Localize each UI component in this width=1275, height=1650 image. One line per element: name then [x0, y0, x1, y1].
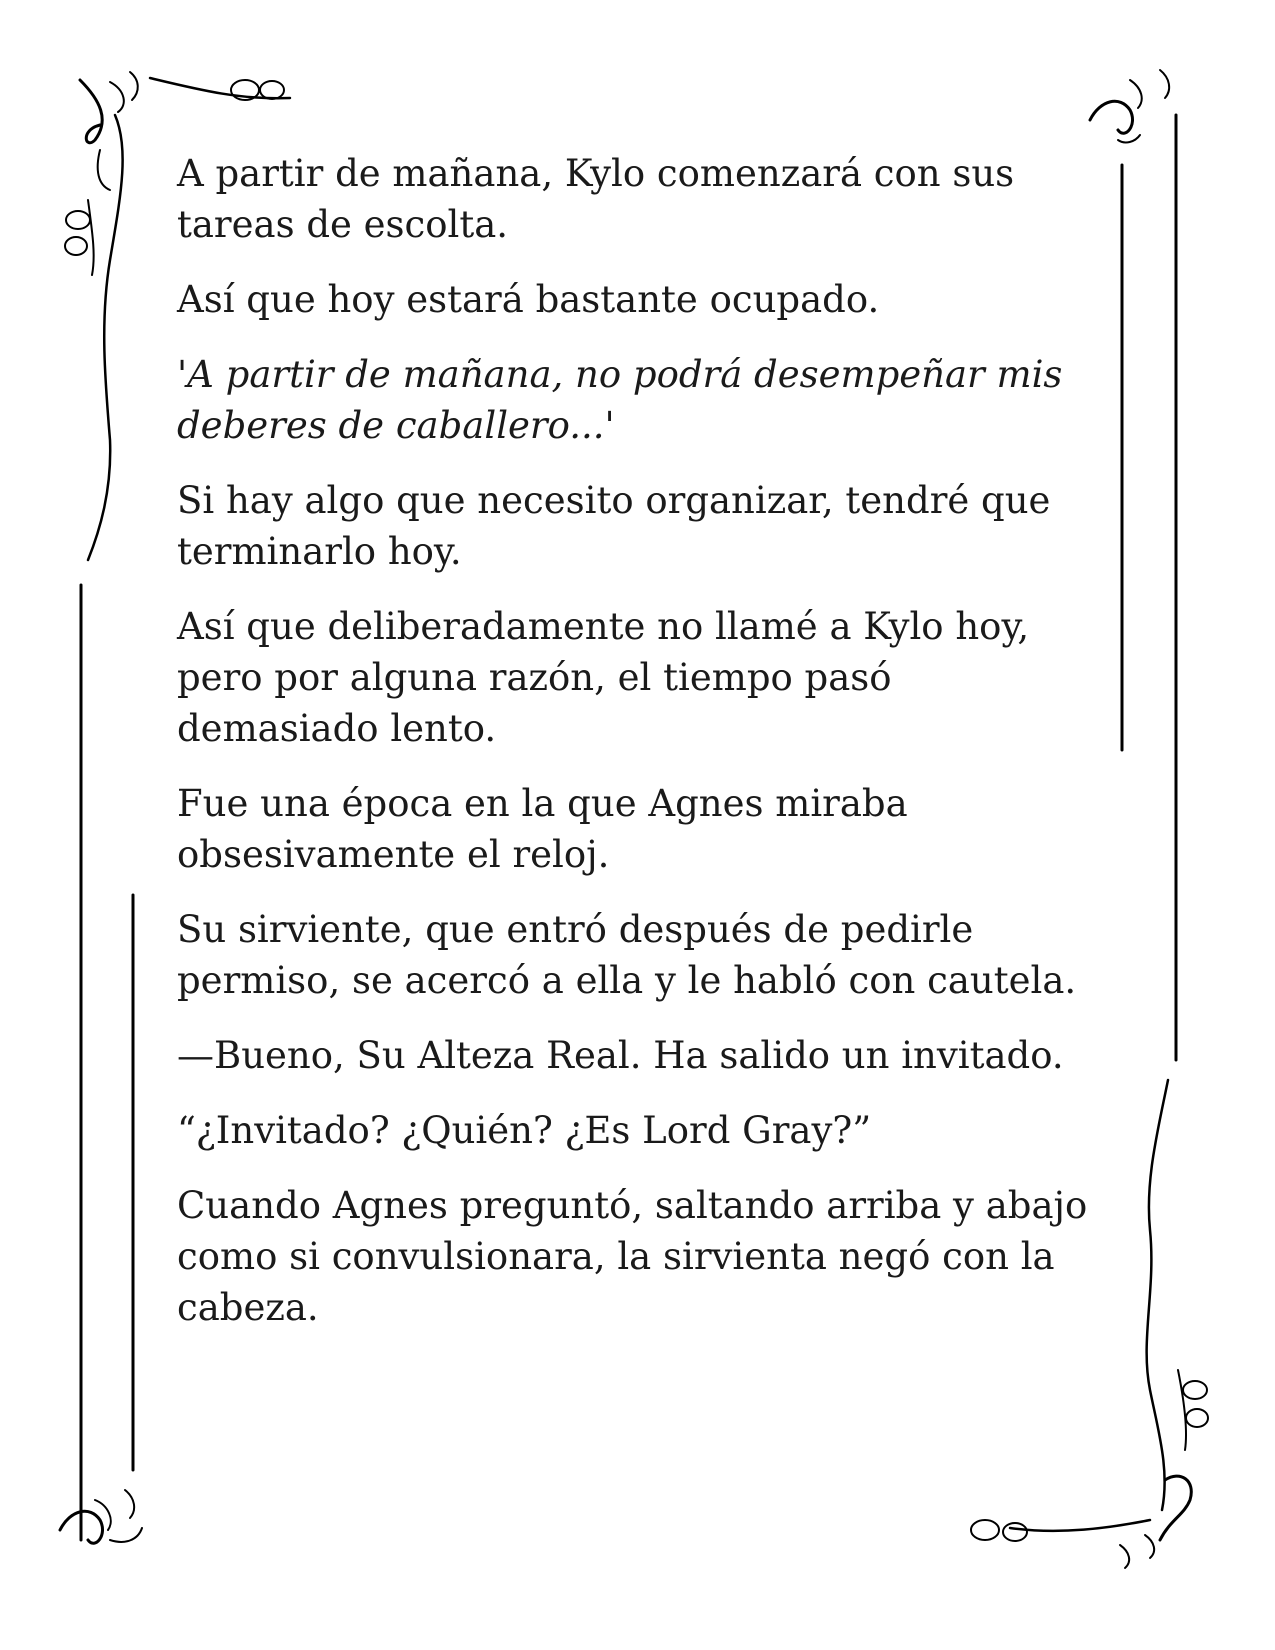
- paragraph: Cuando Agnes preguntó, saltando arriba y abajo como si convulsionara, la sirvienta negó con la cabeza.: [177, 1184, 1088, 1329]
- dialogue-paragraph: —Bueno, Su Alteza Real. Ha salido un invitado.: [177, 1034, 1064, 1077]
- paragraph: Su sirviente, que entró después de pedirle permiso, se acercó a ella y le habló con cautela.: [177, 908, 1077, 1002]
- thought-paragraph: 'A partir de mañana, no podrá desempeñar mis deberes de caballero...': [177, 353, 1063, 447]
- paragraph: Fue una época en la que Agnes miraba obsesivamente el reloj.: [177, 782, 908, 876]
- story-text: [177, 148, 1097, 1357]
- paragraph: A partir de mañana, Kylo comenzará con sus tareas de escolta.: [177, 152, 1015, 246]
- paragraph: Si hay algo que necesito organizar, tendré que terminarlo hoy.: [177, 479, 1051, 573]
- dialogue-paragraph: “¿Invitado? ¿Quién? ¿Es Lord Gray?”: [177, 1109, 872, 1152]
- paragraph: Así que deliberadamente no llamé a Kylo hoy, pero por alguna razón, el tiempo pasó demasiado lento.: [177, 605, 1030, 750]
- flourish-top-right-icon: [1090, 70, 1169, 142]
- flourish-bottom-left-icon: [60, 1490, 142, 1543]
- paragraph: Así que hoy estará bastante ocupado.: [177, 278, 880, 321]
